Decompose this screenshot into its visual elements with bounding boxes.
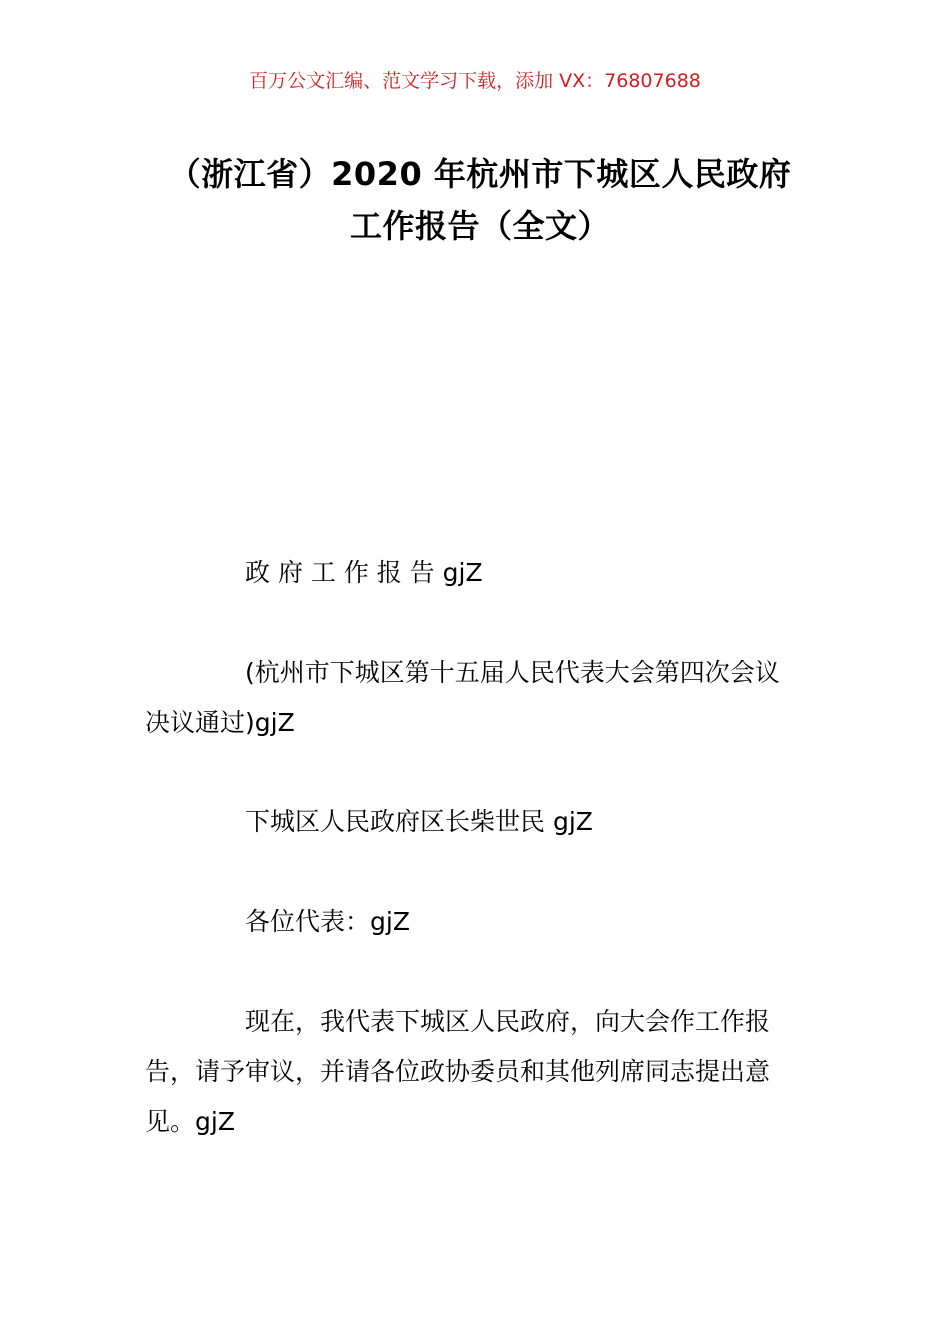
paragraph-report-heading xyxy=(145,548,810,598)
speaker-text: 下城区人民政府区长柴世民 gjZ xyxy=(245,807,593,836)
paragraph-salutation xyxy=(145,897,810,947)
opening-line-2: 告，请予审议，并请各位政协委员和其他列席同志提出意 xyxy=(145,1057,771,1086)
opening-line-1: 现在，我代表下城区人民政府，向大会作工作报 xyxy=(245,1007,771,1036)
salutation-text: 各位代表：gjZ xyxy=(245,907,410,936)
resolution-line-1: (杭州市下城区第十五届人民代表大会第四次会议 xyxy=(245,658,780,687)
paragraph-resolution xyxy=(145,648,810,748)
paragraph-opening xyxy=(145,997,810,1147)
header-note: 百万公文汇编、范文学习下载，添加 VX：76807688 xyxy=(249,70,701,92)
paragraph-speaker xyxy=(145,797,810,847)
title-line-2: 工作报告（全文） xyxy=(349,207,610,245)
report-heading-text: 政 府 工 作 报 告 gjZ xyxy=(245,558,483,587)
document-title xyxy=(150,148,810,252)
title-line-1: （浙江省）2020 年杭州市下城区人民政府 xyxy=(168,155,792,193)
opening-line-3: 见。gjZ xyxy=(145,1107,235,1136)
resolution-line-2: 决议通过)gjZ xyxy=(145,708,295,737)
